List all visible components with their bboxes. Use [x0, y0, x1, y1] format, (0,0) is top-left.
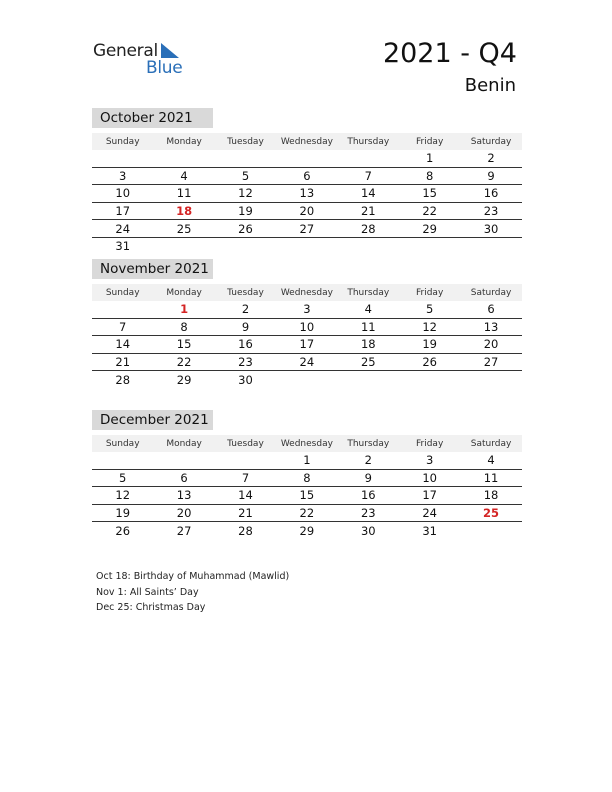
day-cell: 16 — [360, 488, 376, 503]
month-title: November 2021 — [92, 259, 213, 279]
day-cell: 18 — [360, 337, 376, 352]
day-cell: 24 — [422, 506, 437, 521]
day-cell: 6 — [487, 302, 495, 317]
day-cell: 17 — [115, 204, 131, 219]
day-cell: 25 — [176, 221, 192, 236]
day-cell: 29 — [299, 523, 315, 538]
month-october — [92, 108, 522, 255]
day-cell: 17 — [422, 488, 437, 503]
country-name: Benin — [464, 75, 516, 96]
day-cell: 3 — [303, 302, 311, 317]
day-cell: 19 — [115, 506, 131, 521]
day-cell: 5 — [425, 302, 434, 317]
weekday-header-row — [92, 133, 522, 150]
day-cell: 20 — [176, 506, 192, 521]
day-cell: 11 — [360, 319, 376, 334]
week-row — [92, 220, 522, 238]
holiday-day-cell: 1 — [180, 302, 189, 317]
holiday-notes — [96, 569, 289, 616]
day-cell: 1 — [303, 453, 311, 468]
weekday-label: Tuesday — [227, 287, 264, 298]
weekday-label: Tuesday — [227, 136, 264, 147]
day-cell: 8 — [180, 319, 188, 334]
day-cell: 25 — [360, 355, 376, 370]
week-row — [92, 319, 522, 337]
weekday-label: Wednesday — [280, 136, 333, 147]
day-cell: 23 — [483, 204, 499, 219]
week-row — [92, 168, 522, 186]
day-cell: 8 — [425, 168, 434, 183]
day-cell: 2 — [241, 302, 250, 317]
day-cell: 23 — [238, 355, 253, 370]
weekday-label: Friday — [416, 136, 444, 147]
general-blue-logo — [93, 41, 193, 81]
weekday-label: Wednesday — [280, 287, 333, 298]
day-cell: 22 — [422, 204, 437, 219]
day-cell: 15 — [176, 337, 192, 352]
logo-triangle-icon — [161, 43, 179, 58]
day-cell: 9 — [241, 319, 250, 334]
weekday-label: Friday — [416, 287, 444, 298]
weekday-label: Saturday — [470, 136, 512, 147]
day-cell: 28 — [238, 523, 253, 538]
day-cell: 26 — [422, 355, 437, 370]
day-cell: 13 — [299, 186, 315, 201]
day-cell: 4 — [487, 453, 495, 468]
day-cell: 24 — [299, 355, 315, 370]
day-cell: 24 — [115, 221, 131, 236]
weekday-label: Saturday — [470, 438, 512, 449]
calendar-grid — [92, 435, 522, 539]
weekday-label: Monday — [166, 287, 202, 298]
day-cell: 16 — [238, 337, 253, 352]
day-cell: 7 — [241, 470, 250, 485]
weekday-label: Sunday — [105, 438, 140, 449]
weekday-label: Thursday — [347, 438, 390, 449]
day-cell: 31 — [115, 239, 131, 254]
month-title: October 2021 — [92, 108, 213, 128]
weekday-label: Sunday — [105, 136, 140, 147]
week-row — [92, 505, 522, 523]
day-cell: 12 — [115, 488, 131, 503]
day-cell: 11 — [176, 186, 192, 201]
week-row — [92, 522, 522, 539]
week-row — [92, 150, 522, 168]
holiday-note: Nov 1: All Saints’ Day — [96, 586, 199, 598]
day-cell: 4 — [364, 302, 372, 317]
calendar-grid — [92, 133, 522, 255]
week-row — [92, 470, 522, 488]
weekday-label: Thursday — [347, 287, 390, 298]
day-cell: 17 — [299, 337, 315, 352]
day-cell: 4 — [180, 168, 188, 183]
day-cell: 19 — [238, 204, 253, 219]
day-cell: 7 — [364, 168, 372, 183]
holiday-note: Dec 25: Christmas Day — [96, 602, 206, 613]
day-cell: 27 — [176, 523, 192, 538]
day-cell: 11 — [483, 470, 499, 485]
day-cell: 30 — [360, 523, 376, 538]
day-cell: 30 — [483, 221, 499, 236]
day-cell: 1 — [425, 151, 434, 166]
holiday-day-cell: 18 — [176, 204, 193, 219]
month-november — [92, 259, 522, 388]
weekday-label: Wednesday — [280, 438, 333, 449]
day-cell: 21 — [115, 355, 131, 370]
day-cell: 5 — [241, 168, 250, 183]
week-row — [92, 203, 522, 221]
day-cell: 6 — [180, 470, 188, 485]
week-row — [92, 452, 522, 470]
holiday-note: Oct 18: Birthday of Muhammad (Mawlid) — [96, 571, 290, 582]
week-row — [92, 185, 522, 203]
day-cell: 10 — [299, 319, 315, 334]
calendar-grid — [92, 284, 522, 388]
day-cell: 20 — [299, 204, 315, 219]
logo-general-text: General — [93, 41, 158, 61]
weekday-label: Thursday — [347, 136, 390, 147]
month-title: December 2021 — [92, 410, 213, 430]
day-cell: 14 — [115, 337, 131, 352]
week-row — [92, 301, 522, 319]
day-cell: 19 — [422, 337, 437, 352]
day-cell: 10 — [422, 470, 437, 485]
day-cell: 30 — [238, 372, 253, 387]
weekday-header-row — [92, 435, 522, 452]
day-cell: 21 — [360, 204, 376, 219]
holiday-day-cell: 25 — [483, 506, 500, 521]
weekday-label: Monday — [166, 136, 202, 147]
logo-blue-text: Blue — [146, 58, 183, 78]
day-cell: 28 — [115, 372, 131, 387]
weekday-label: Saturday — [470, 287, 512, 298]
day-cell: 28 — [360, 221, 376, 236]
weekday-label: Monday — [166, 438, 202, 449]
day-cell: 31 — [422, 523, 437, 538]
day-cell: 9 — [364, 470, 372, 485]
day-cell: 3 — [119, 168, 127, 183]
weekday-header-row — [92, 284, 522, 301]
day-cell: 20 — [483, 337, 499, 352]
day-cell: 16 — [483, 186, 499, 201]
day-cell: 29 — [422, 221, 437, 236]
day-cell: 27 — [483, 355, 499, 370]
day-cell: 5 — [119, 470, 127, 485]
day-cell: 7 — [119, 319, 127, 334]
day-cell: 2 — [364, 453, 372, 468]
day-cell: 10 — [115, 186, 131, 201]
day-cell: 12 — [238, 186, 253, 201]
week-row — [92, 354, 522, 372]
day-cell: 6 — [303, 168, 311, 183]
day-cell: 26 — [115, 523, 131, 538]
week-row — [92, 371, 522, 388]
day-cell: 12 — [422, 319, 437, 334]
day-cell: 15 — [422, 186, 437, 201]
day-cell: 22 — [299, 506, 315, 521]
month-december — [92, 410, 522, 539]
day-cell: 8 — [303, 470, 311, 485]
day-cell: 3 — [425, 453, 434, 468]
day-cell: 22 — [176, 355, 192, 370]
day-cell: 2 — [487, 151, 495, 166]
day-cell: 9 — [487, 168, 495, 183]
day-cell: 14 — [238, 488, 253, 503]
weekday-label: Tuesday — [227, 438, 264, 449]
weekday-label: Sunday — [105, 287, 140, 298]
day-cell: 26 — [238, 221, 253, 236]
day-cell: 27 — [299, 221, 315, 236]
week-row — [92, 238, 522, 255]
day-cell: 29 — [176, 372, 192, 387]
week-row — [92, 487, 522, 505]
day-cell: 13 — [483, 319, 499, 334]
day-cell: 14 — [360, 186, 376, 201]
week-row — [92, 336, 522, 354]
weekday-label: Friday — [416, 438, 444, 449]
day-cell: 21 — [238, 506, 253, 521]
day-cell: 13 — [176, 488, 192, 503]
page-title: 2021 - Q4 — [382, 38, 517, 69]
day-cell: 18 — [483, 488, 499, 503]
day-cell: 15 — [299, 488, 315, 503]
day-cell: 23 — [360, 506, 376, 521]
